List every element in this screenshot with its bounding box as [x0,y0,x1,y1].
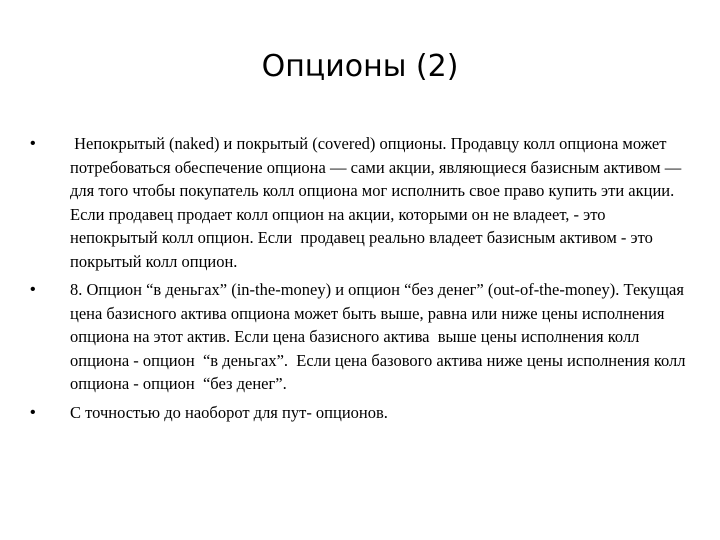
bullet-dot-icon: • [30,135,36,152]
bullet-text: Непокрытый (naked) и покрытый (covered) опционы. Продавцу колл опциона может потребоваться обеспечение опциона — сами акции, являющиеся базисным активом — для того чтобы покупатель колл опциона мог исполнить свое право купить эти акции. Если продавец продает колл опцион на акции, которыми он не владеет, - это непокрытый колл опцион. Если продавец реально владеет базисным активом - это покрытый колл опцион. [70,134,686,271]
bullet-text: С точностью до наоборот для пут- опционов. [70,402,388,422]
bullet-item-put-options [30,401,695,425]
bullet-item-in-out-money [30,278,695,396]
bullet-dot-icon: • [30,403,36,421]
bullet-dot-icon: • [30,281,36,298]
bullet-text: 8. Опцион “в деньгах” (in-the-money) и опцион “без денег” (out-of-the-money). Текущая цена базисного актива опциона может быть выше, равна или ниже цены исполнения опциона на этот актив. Если цена базисного актива выше цены исполнения колл опциона - опцион “в деньгах”. Если цена базового актива ниже цены исполнения колл опциона - опцион “без денег”. [70,280,690,393]
slide-title: Опционы (2) [261,49,459,84]
bullet-item-naked-covered [30,132,695,273]
bullet-list [30,132,695,429]
